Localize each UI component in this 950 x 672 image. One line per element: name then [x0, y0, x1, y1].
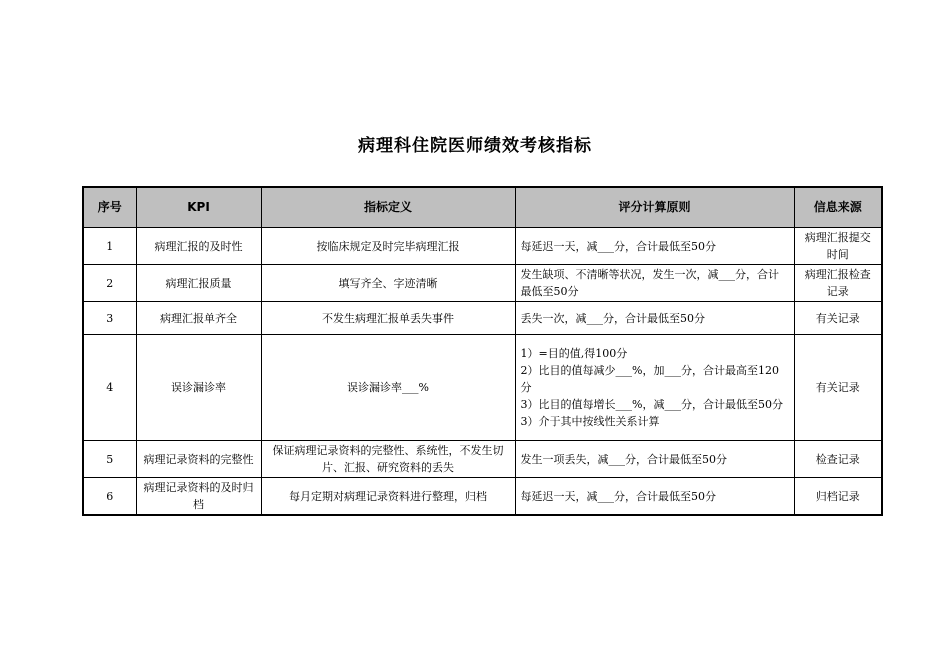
scoring-line: 发生缺项、不清晰等状况，发生一次，减___分，合计最低至50分 [520, 268, 779, 298]
scoring-line: 3）介于其中按线性关系计算 [520, 415, 660, 428]
row-kpi: 病理汇报质量 [136, 265, 261, 302]
row-scoring [515, 302, 794, 335]
table-row [83, 335, 882, 441]
row-definition: 不发生病理汇报单丢失事件 [261, 302, 515, 335]
header-source: 信息来源 [794, 187, 882, 228]
row-no: 3 [83, 302, 136, 335]
table-row [83, 441, 882, 478]
row-scoring [515, 335, 794, 441]
row-no: 6 [83, 478, 136, 516]
table-row [83, 478, 882, 516]
kpi-table [82, 186, 883, 516]
row-source: 病理汇报提交时间 [794, 228, 882, 265]
row-definition: 误诊漏诊率___% [261, 335, 515, 441]
table-header-row [83, 187, 882, 228]
table-row [83, 302, 882, 335]
row-source: 病理汇报检查记录 [794, 265, 882, 302]
scoring-line: 每延迟一天，减___分，合计最低至50分 [520, 489, 716, 503]
row-definition: 保证病理记录资料的完整性、系统性，不发生切片、汇报、研究资料的丢失 [261, 441, 515, 478]
row-scoring [515, 441, 794, 478]
row-no: 5 [83, 441, 136, 478]
row-definition: 按临床规定及时完毕病理汇报 [261, 228, 515, 265]
scoring-line: 丢失一次，减___分，合计最低至50分 [520, 311, 705, 325]
row-scoring [515, 265, 794, 302]
row-scoring [515, 228, 794, 265]
row-definition: 填写齐全、字迹清晰 [261, 265, 515, 302]
header-definition: 指标定义 [261, 187, 515, 228]
scoring-line: 1）=目的值,得100分 [520, 347, 628, 360]
header-kpi: KPI [136, 187, 261, 228]
row-scoring [515, 478, 794, 516]
row-source: 有关记录 [794, 335, 882, 441]
header-no: 序号 [83, 187, 136, 228]
page-title: 病理科住院医师绩效考核指标 [358, 136, 592, 156]
row-no: 2 [83, 265, 136, 302]
scoring-line: 3）比目的值每增长___%，减___分，合计最低至50分 [520, 398, 783, 411]
row-kpi: 病理记录资料的及时归档 [136, 478, 261, 516]
row-no: 1 [83, 228, 136, 265]
row-source: 有关记录 [794, 302, 882, 335]
row-kpi: 误诊漏诊率 [136, 335, 261, 441]
row-kpi: 病理记录资料的完整性 [136, 441, 261, 478]
row-source: 检查记录 [794, 441, 882, 478]
row-definition: 每月定期对病理记录资料进行整理，归档 [261, 478, 515, 516]
row-source: 归档记录 [794, 478, 882, 516]
table-row [83, 265, 882, 302]
row-kpi: 病理汇报单齐全 [136, 302, 261, 335]
table-row [83, 228, 882, 265]
scoring-line: 发生一项丢失，减___分，合计最低至50分 [520, 452, 727, 466]
scoring-line: 2）比目的值每减少___%，加___分，合计最高至120分 [520, 364, 779, 394]
row-kpi: 病理汇报的及时性 [136, 228, 261, 265]
header-scoring: 评分计算原则 [515, 187, 794, 228]
scoring-line: 每延迟一天，减___分，合计最低至50分 [520, 239, 716, 253]
row-no: 4 [83, 335, 136, 441]
